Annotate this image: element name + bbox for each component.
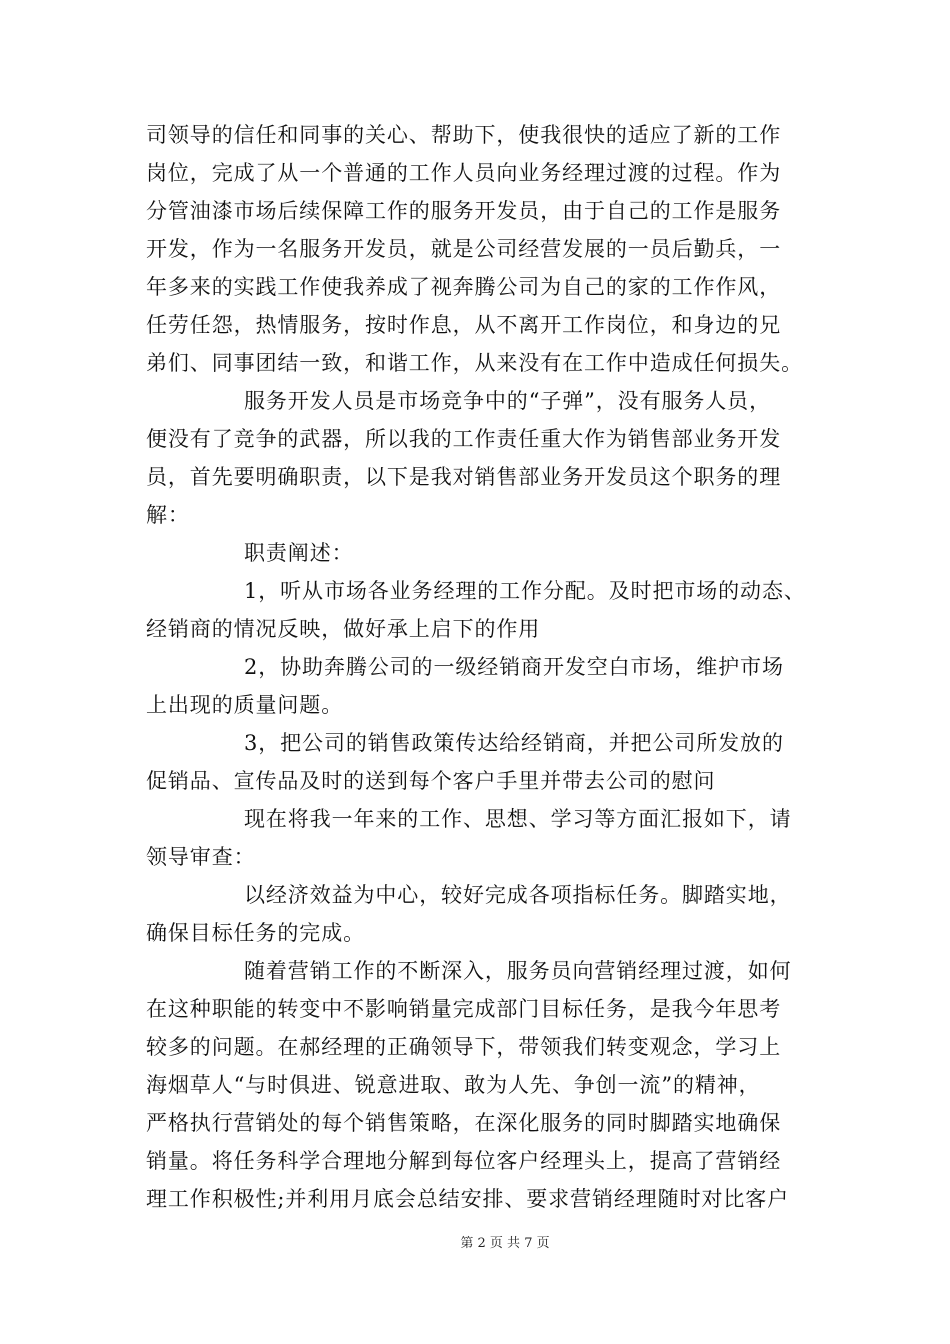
text-line: 随着营销工作的不断深入，服务员向营销经理过渡，如何 — [244, 959, 792, 983]
text-line: 在这种职能的转变中不影响销量完成部门目标任务，是我今年思考 — [146, 997, 782, 1021]
text-line: 销量。将任务科学合理地分解到每位客户经理头上，提高了营销经 — [146, 1149, 782, 1173]
body-text — [146, 116, 836, 1218]
text-line: 弟们、同事团结一致，和谐工作，从来没有在工作中造成任何损失。 — [146, 351, 803, 375]
text-line: 解： — [146, 503, 190, 527]
text-line: 确保目标任务的完成。 — [146, 921, 365, 945]
text-line: 开发，作为一名服务开发员，就是公司经营发展的一员后勤兵，一 — [146, 237, 782, 261]
text-line: 经销商的情况反映，做好承上启下的作用 — [146, 617, 541, 641]
text-line: 年多来的实践工作使我养成了视奔腾公司为自己的家的工作作风， — [146, 275, 782, 299]
text-line: 分管油漆市场后续保障工作的服务开发员，由于自己的工作是服务 — [146, 199, 782, 223]
text-line: 现在将我一年来的工作、思想、学习等方面汇报如下，请 — [244, 807, 792, 831]
text-line: 岗位，完成了从一个普通的工作人员向业务经理过渡的过程。作为 — [146, 161, 782, 185]
text-line: 3，把公司的销售政策传达给经销商，并把公司所发放的 — [244, 731, 784, 755]
text-line: 海烟草人“与时俱进、锐意进取、敢为人先、争创一流”的精神， — [146, 1073, 761, 1097]
text-line: 严格执行营销处的每个销售策略，在深化服务的同时脚踏实地确保 — [146, 1111, 782, 1135]
text-line: 促销品、宣传品及时的送到每个客户手里并带去公司的慰问 — [146, 769, 716, 793]
text-line: 上出现的质量问题。 — [146, 693, 344, 717]
text-line: 员，首先要明确职责，以下是我对销售部业务开发员这个职务的理 — [146, 465, 782, 489]
text-line: 理工作积极性;并利用月底会总结安排、要求营销经理随时对比客户 — [146, 1187, 790, 1211]
text-line: 便没有了竞争的武器，所以我的工作责任重大作为销售部业务开发 — [146, 427, 782, 451]
text-line: 司领导的信任和同事的关心、帮助下，使我很快的适应了新的工作 — [146, 123, 782, 147]
text-line: 较多的问题。在郝经理的正确领导下，带领我们转变观念，学习上 — [146, 1035, 782, 1059]
text-line: 2，协助奔腾公司的一级经销商开发空白市场，维护市场 — [244, 655, 784, 679]
text-line: 1，听从市场各业务经理的工作分配。及时把市场的动态、 — [244, 579, 806, 603]
text-line: 任劳任怨，热情服务，按时作息，从不离开工作岗位，和身边的兄 — [146, 313, 782, 337]
text-line: 以经济效益为中心，较好完成各项指标任务。脚踏实地， — [244, 883, 792, 907]
text-line: 职责阐述： — [244, 541, 354, 565]
text-line: 领导审查： — [146, 845, 256, 869]
page-footer: 第 2 页 共 7 页 — [460, 1236, 550, 1251]
text-line: 服务开发人员是市场竞争中的“子弹”，没有服务人员， — [244, 389, 771, 413]
